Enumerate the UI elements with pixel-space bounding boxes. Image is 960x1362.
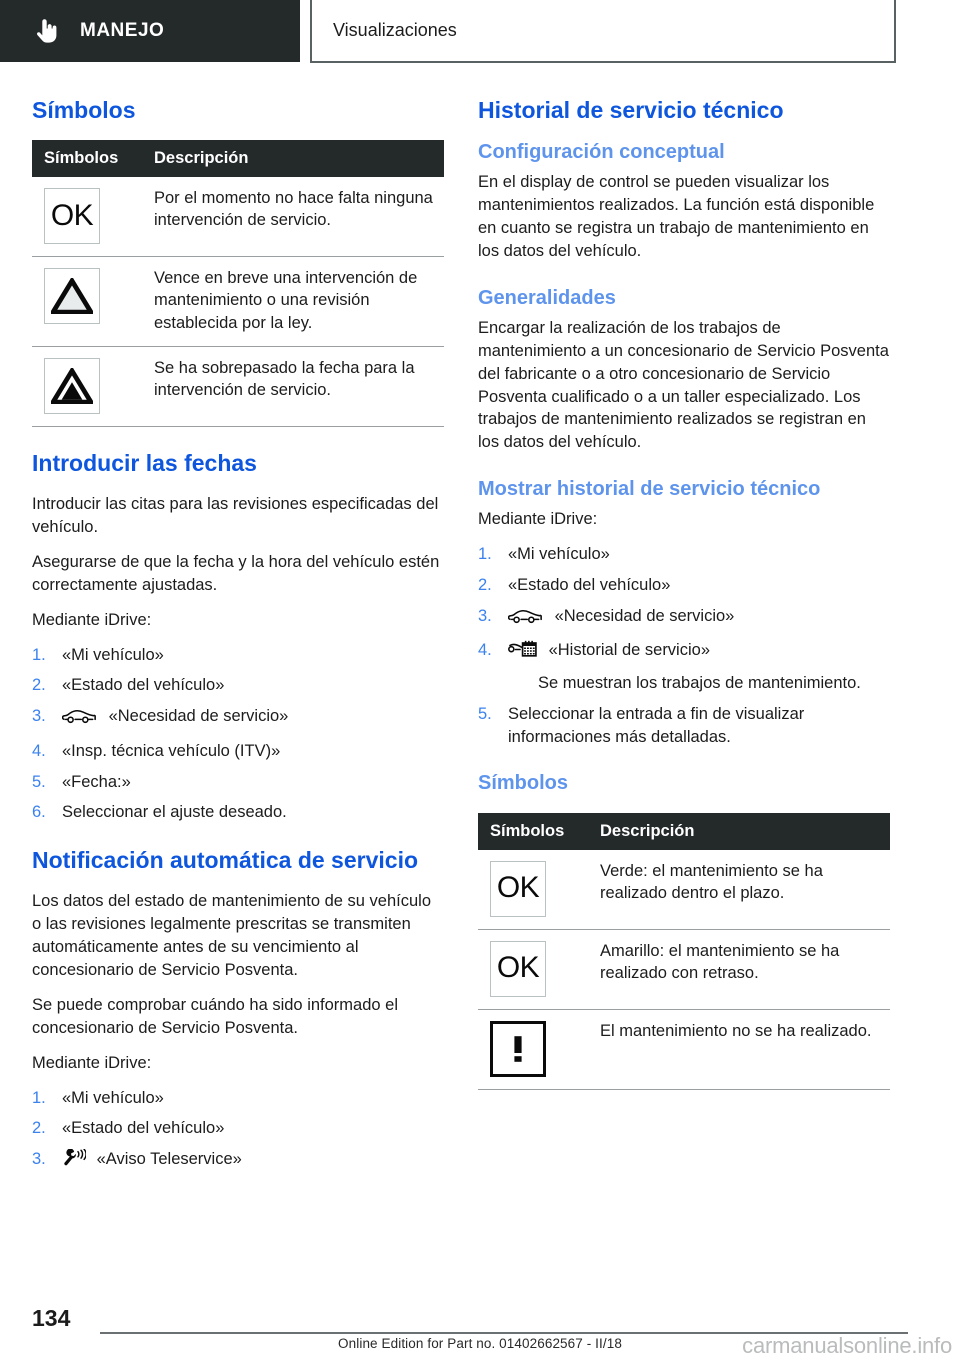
step-text: «Estado del vehículo» <box>62 676 225 695</box>
generalidades-paragraph-1: Encargar la realización de los trabajos de mantenimiento a un concesionario de Servicio Posventa del fabricante o a otro concesionario de Servicio Posventa cualificado o a un taller especializado. Los trabajos de mantenimiento realizados se registran en los datos del vehículo. <box>478 318 889 452</box>
ok-box-icon: OK <box>44 188 100 244</box>
step-number: 5. <box>32 772 46 791</box>
double-triangle-icon <box>44 358 100 414</box>
description-cell: Se ha sobrepasado la fecha para la intervención de servicio. <box>142 346 444 426</box>
page-header <box>0 0 960 66</box>
ok-box-icon: OK <box>490 941 546 997</box>
step-number: 3. <box>32 1150 46 1169</box>
step-number: 6. <box>32 803 46 822</box>
step-text: Seleccionar la entrada a fin de visualizar informaciones más detalladas. <box>508 705 805 746</box>
notificacion-paragraph-1: Los datos del estado de mantenimiento de su vehículo o las revisiones legalmente prescritas se transmiten automáticamente antes de su vencimiento al concesionario de Servicio Posventa. <box>32 892 432 979</box>
notificacion-heading: Notificación automática de servicio <box>32 847 419 874</box>
right-symbols-heading: Símbolos <box>478 771 569 794</box>
chapter-label: MANEJO <box>80 20 165 41</box>
historial-heading: Historial de servicio técnico <box>478 97 784 123</box>
list-item <box>32 705 444 732</box>
tab-label: Visualizaciones <box>333 20 457 40</box>
table-row <box>32 177 444 257</box>
table-row <box>478 850 890 930</box>
symbol-cell <box>478 850 588 930</box>
step-number: 3. <box>478 606 492 625</box>
chapter-banner <box>0 0 300 62</box>
configuracion-heading: Configuración conceptual <box>478 141 725 164</box>
hand-pointer-icon <box>34 17 60 45</box>
notificacion-paragraph-3: Mediante iDrive: <box>32 1053 152 1072</box>
list-item <box>32 801 444 824</box>
list-item <box>478 703 890 749</box>
column-header-descripcion: Descripción <box>142 140 444 177</box>
list-item <box>32 1148 444 1175</box>
notificacion-steps <box>32 1087 444 1175</box>
step-text: «Necesidad de servicio» <box>108 707 289 726</box>
list-item <box>478 605 890 632</box>
symbol-cell <box>32 257 142 347</box>
symbol-cell <box>478 929 588 1009</box>
list-item <box>478 574 890 597</box>
left-column <box>32 96 444 1175</box>
description-cell: Vence en breve una intervención de mantenimiento o una revisión establecida por la ley. <box>142 257 444 347</box>
step-number: 5. <box>478 705 492 724</box>
table-row <box>32 257 444 347</box>
step-number: 3. <box>32 707 46 726</box>
list-item <box>32 644 444 667</box>
description-cell: El mantenimiento no se ha realizado. <box>588 1009 890 1089</box>
list-item <box>32 1117 444 1140</box>
page-number: 134 <box>32 1305 71 1331</box>
symbol-cell <box>478 1009 588 1089</box>
column-header-descripcion: Descripción <box>588 813 890 850</box>
step-text: «Insp. técnica vehículo (ITV)» <box>62 741 281 760</box>
ok-box-icon: OK <box>490 861 546 917</box>
spacer <box>32 824 444 846</box>
step-text: «Estado del vehículo» <box>508 575 671 594</box>
left-symbols-table <box>32 140 444 427</box>
step-number: 2. <box>478 575 492 594</box>
list-item <box>478 543 890 566</box>
step-number: 1. <box>478 545 492 564</box>
page-footer <box>0 1295 960 1362</box>
step-number: 4. <box>32 741 46 760</box>
tab-visualizaciones[interactable] <box>310 0 896 63</box>
description-cell: Verde: el mantenimiento se ha realizado dentro el plazo. <box>588 850 890 930</box>
table-row <box>478 929 890 1009</box>
list-item <box>32 1087 444 1110</box>
symbol-cell <box>32 177 142 257</box>
introducir-paragraph-1: Introducir las citas para las revisiones especificadas del vehículo. <box>32 494 439 536</box>
teleservice-wrench-icon <box>62 1149 86 1175</box>
introducir-steps <box>32 644 444 825</box>
column-header-simbolos: Símbolos <box>478 813 588 850</box>
list-item <box>478 639 890 695</box>
description-cell: Por el momento no hace falta ninguna intervención de servicio. <box>142 177 444 257</box>
watermark: carmanualsonline.info <box>742 1333 952 1358</box>
right-column <box>478 96 890 1090</box>
mostrar-heading: Mostrar historial de servicio técnico <box>478 478 821 501</box>
table-row <box>32 346 444 426</box>
step-text: Seleccionar el ajuste deseado. <box>62 803 287 822</box>
step-text: «Estado del vehículo» <box>62 1119 225 1138</box>
step-text: «Necesidad de servicio» <box>554 606 735 625</box>
step-subtext: Se muestran los trabajos de mantenimiento. <box>538 674 861 693</box>
triangle-outline-icon <box>44 268 100 324</box>
step-number: 1. <box>32 645 46 664</box>
list-item <box>32 771 444 794</box>
introducir-paragraph-2: Asegurarse de que la fecha y la hora del vehículo estén correctamente ajustadas. <box>32 552 440 594</box>
list-item <box>32 740 444 763</box>
step-text: «Mi vehículo» <box>62 645 164 664</box>
car-calendar-icon <box>508 640 538 666</box>
step-text: «Fecha:» <box>62 772 131 791</box>
step-text: «Mi vehículo» <box>508 545 610 564</box>
description-cell: Amarillo: el mantenimiento se ha realizado con retraso. <box>588 929 890 1009</box>
spacer <box>478 275 890 286</box>
configuracion-paragraph-1: En el display de control se pueden visualizar los mantenimientos realizados. La función está disponible en cuanto se registra un trabajo de mantenimiento en los datos del vehículo. <box>478 173 875 260</box>
step-number: 1. <box>32 1088 46 1107</box>
table-header-row <box>478 813 890 850</box>
step-number: 2. <box>32 676 46 695</box>
left-symbols-heading: Símbolos <box>32 97 136 123</box>
step-number: 4. <box>478 641 492 660</box>
spacer <box>478 749 890 771</box>
table-row <box>478 1009 890 1089</box>
step-text: «Mi vehículo» <box>62 1088 164 1107</box>
table-header-row <box>32 140 444 177</box>
spacer <box>478 802 890 813</box>
list-item <box>32 674 444 697</box>
symbol-cell <box>32 346 142 426</box>
mostrar-intro: Mediante iDrive: <box>478 510 598 529</box>
spacer <box>478 466 890 477</box>
step-text: «Historial de servicio» <box>548 641 710 660</box>
mostrar-steps <box>478 543 890 748</box>
spacer <box>32 427 444 449</box>
footer-edition-text: Online Edition for Part no. 01402662567 - II/18 <box>338 1336 622 1351</box>
column-header-simbolos: Símbolos <box>32 140 142 177</box>
introducir-paragraph-3: Mediante iDrive: <box>32 610 152 629</box>
exclamation-box-icon <box>490 1021 546 1077</box>
introducir-heading: Introducir las fechas <box>32 449 257 476</box>
step-text: «Aviso Teleservice» <box>96 1150 242 1169</box>
notificacion-paragraph-2: Se puede comprobar cuándo ha sido informado el concesionario de Servicio Posventa. <box>32 995 398 1037</box>
right-symbols-table <box>478 813 890 1090</box>
step-number: 2. <box>32 1119 46 1138</box>
car-side-icon <box>62 708 98 732</box>
car-side-icon <box>508 608 544 632</box>
generalidades-heading: Generalidades <box>478 286 616 309</box>
